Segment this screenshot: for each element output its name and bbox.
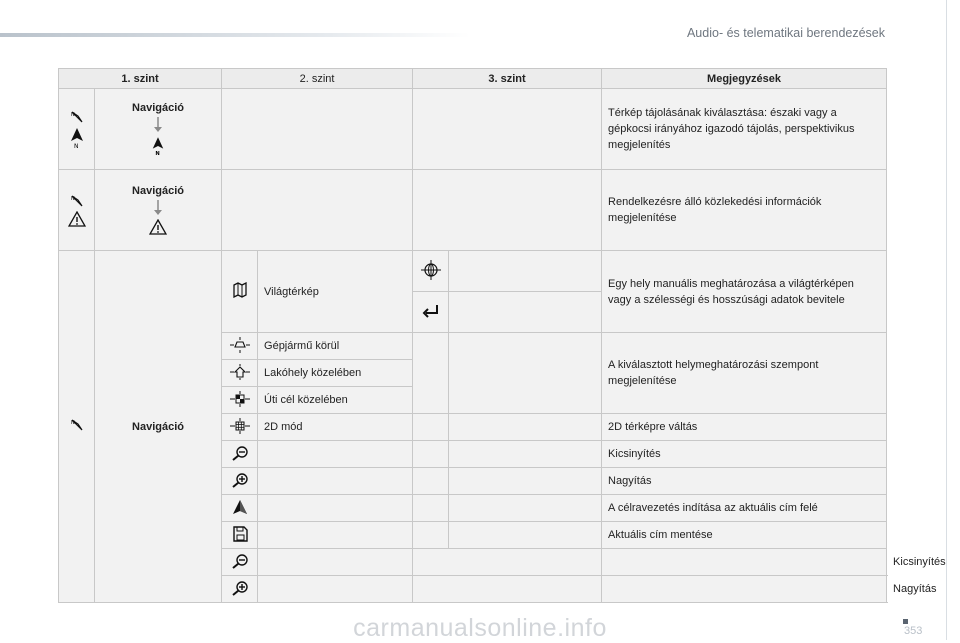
page-number: 353 [904, 625, 923, 637]
top-accent-bar [0, 33, 470, 37]
table-cell [413, 251, 449, 292]
level2-label: 2D mód [258, 414, 413, 441]
table-cell [413, 549, 602, 576]
table-cell [258, 522, 413, 549]
table-row: Nagyítás [59, 576, 887, 603]
grid-2d-icon [230, 418, 250, 434]
level1-label: Navigáció [132, 185, 184, 197]
svg-text:N: N [73, 142, 78, 149]
table-cell [449, 441, 602, 468]
svg-text:N: N [70, 111, 75, 118]
table-cell [258, 441, 413, 468]
menu-table [58, 68, 946, 603]
crosshair-globe-icon [421, 260, 441, 280]
right-margin-rule [946, 0, 947, 640]
table-cell [222, 468, 258, 495]
enter-arrow-icon [422, 304, 440, 318]
column-header-level2: 2. szint [222, 69, 413, 89]
warning-triangle-icon [68, 211, 86, 227]
table-cell [222, 170, 413, 251]
table-cell [413, 89, 602, 170]
notes-cell: Egy hely manuális meghatározása a világtérképen vagy a szélességi és hosszúsági adatok bevitele [602, 251, 887, 333]
level1-label: Navigáció [132, 102, 184, 114]
table-cell [413, 576, 602, 603]
notes-cell: 2D térképre váltás [602, 414, 887, 441]
table-cell [222, 495, 258, 522]
table-cell [413, 522, 449, 549]
table-cell [449, 522, 602, 549]
table-row [59, 89, 887, 170]
table-cell [449, 468, 602, 495]
table-cell [449, 333, 602, 414]
poi-vehicle-icon [230, 337, 250, 353]
column-header-level1: 1. szint [59, 69, 222, 89]
table-cell [59, 170, 95, 251]
table-cell [602, 576, 887, 603]
table-row [59, 170, 887, 251]
table-cell [222, 441, 258, 468]
table-cell [222, 360, 258, 387]
level1-label: Navigáció [95, 251, 222, 603]
level2-label: Úti cél közelében [258, 387, 413, 414]
table-cell [95, 89, 222, 170]
table-cell [449, 292, 602, 333]
zoom-out-icon [230, 445, 250, 461]
notes-cell: Térkép tájolásának kiválasztása: északi vagy a gépkocsi irányához igazodó tájolás, perspektivikus megjelenítés [602, 89, 887, 170]
north-arrow-icon [151, 136, 165, 156]
table-cell [258, 495, 413, 522]
table-cell [222, 414, 258, 441]
notes-cell: Rendelkezésre álló közlekedési információk megjelenítése [602, 170, 887, 251]
notes-cell: A célravezetés indítása az aktuális cím felé [602, 495, 887, 522]
guidance-arrow-icon [232, 499, 248, 515]
table-cell [413, 292, 449, 333]
table-cell [59, 251, 95, 603]
level2-label: Világtérkép [258, 251, 413, 333]
table-cell [222, 522, 258, 549]
table-cell [258, 468, 413, 495]
table-row: Kicsinyítés [59, 549, 887, 576]
table-cell [413, 414, 449, 441]
page-header-title: Audio- és telematikai berendezések [686, 26, 885, 40]
table-cell [449, 251, 602, 292]
table-cell [222, 89, 413, 170]
table-cell [602, 549, 887, 576]
table-cell [258, 549, 413, 576]
notes-cell: A kiválasztott helymeghatározási szempont megjelenítése [602, 333, 887, 414]
watermark: carmanualsonline.info [353, 614, 607, 642]
notes-cell: Aktuális cím mentése [602, 522, 887, 549]
save-icon [232, 526, 248, 542]
level2-label: Gépjármű körül [258, 333, 413, 360]
warning-triangle-icon [149, 219, 167, 235]
table-cell [222, 333, 258, 360]
table-cell [413, 333, 449, 414]
table-header-row [59, 69, 887, 89]
table-cell [222, 251, 258, 333]
navigation-arrow-icon [70, 194, 84, 208]
table-cell [413, 495, 449, 522]
table-cell [222, 549, 258, 576]
table-cell [413, 441, 449, 468]
table-cell [449, 414, 602, 441]
table-cell [222, 576, 258, 603]
table-cell [413, 468, 449, 495]
poi-destination-icon [230, 391, 250, 407]
zoom-in-icon [230, 472, 250, 488]
down-arrow-icon [153, 200, 163, 216]
navigation-arrow-icon [70, 110, 84, 124]
column-header-notes: Megjegyzések [602, 69, 887, 89]
table-cell [413, 170, 602, 251]
down-arrow-icon [153, 117, 163, 133]
table-cell [59, 89, 95, 170]
zoom-out-icon [230, 553, 250, 569]
notes-cell: Kicsinyítés [602, 441, 887, 468]
navigation-arrow-icon [70, 418, 84, 432]
table-cell [449, 495, 602, 522]
table-cell [258, 576, 413, 603]
svg-text:N: N [70, 195, 75, 202]
poi-home-icon [230, 364, 250, 380]
column-header-level3: 3. szint [413, 69, 602, 89]
svg-text:N: N [155, 150, 160, 156]
table-cell [95, 170, 222, 251]
level2-label: Lakóhely közelében [258, 360, 413, 387]
table-cell [222, 387, 258, 414]
notes-cell: Nagyítás [602, 468, 887, 495]
svg-text:N: N [70, 420, 75, 426]
zoom-in-icon [230, 580, 250, 596]
world-map-icon [232, 282, 248, 298]
table-row [59, 251, 887, 292]
north-arrow-icon [69, 127, 85, 149]
